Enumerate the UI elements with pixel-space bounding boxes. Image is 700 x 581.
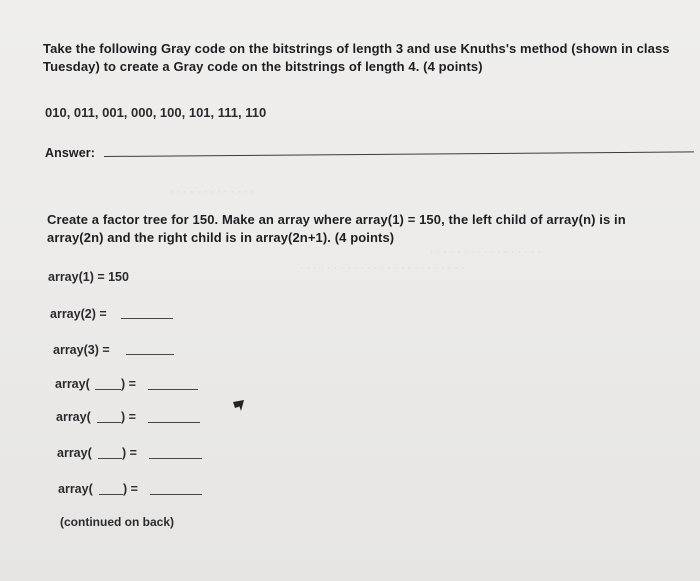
answer-label: Answer:	[45, 146, 96, 160]
gray-code-list: 010, 011, 001, 000, 100, 101, 111, 110	[45, 105, 267, 120]
answer-blank[interactable]	[121, 318, 173, 319]
show-through-text: · · · · · · · · · · · · · · · · ·	[430, 246, 542, 258]
array-item: array(	[56, 410, 91, 424]
index-blank[interactable]	[98, 458, 122, 459]
answer-blank[interactable]	[126, 354, 174, 355]
index-blank[interactable]	[95, 389, 121, 390]
array-item: array(2) =	[50, 307, 107, 321]
array-item: array(	[57, 446, 92, 460]
array-equals: ) =	[122, 446, 137, 460]
answer-blank[interactable]	[150, 494, 202, 495]
array-equals: ) =	[121, 410, 136, 424]
array-equals: ) =	[121, 377, 136, 391]
show-through-text: · · · · · · · · · · · · · · · · · · · · · · · · ·	[300, 262, 465, 274]
index-blank[interactable]	[97, 422, 121, 423]
index-blank[interactable]	[99, 494, 123, 495]
continued-note: (continued on back)	[60, 515, 174, 529]
question1-line1: Take the following Gray code on the bitstrings of length 3 and use Knuths's method (shown in class	[43, 41, 670, 56]
array-equals: ) =	[123, 482, 138, 496]
array-item: array(3) =	[53, 343, 110, 357]
array-item: array(	[58, 482, 93, 496]
answer-blank[interactable]	[149, 458, 202, 459]
answer-blank[interactable]	[148, 389, 198, 390]
answer-blank[interactable]	[148, 422, 200, 423]
show-through-text: · · · · · · · · · · · · ·	[170, 186, 255, 198]
array-item: array(1) = 150	[48, 270, 129, 284]
array-item: array(	[55, 377, 90, 391]
answer-line[interactable]	[104, 151, 694, 157]
question1-line2: Tuesday) to create a Gray code on the bitstrings of length 4. (4 points)	[43, 59, 483, 74]
question2-line1: Create a factor tree for 150. Make an array where array(1) = 150, the left child of array(n) is in	[47, 212, 626, 227]
mouse-pointer-icon	[232, 399, 246, 415]
question2-line2: array(2n) and the right child is in array(2n+1). (4 points)	[47, 230, 395, 245]
